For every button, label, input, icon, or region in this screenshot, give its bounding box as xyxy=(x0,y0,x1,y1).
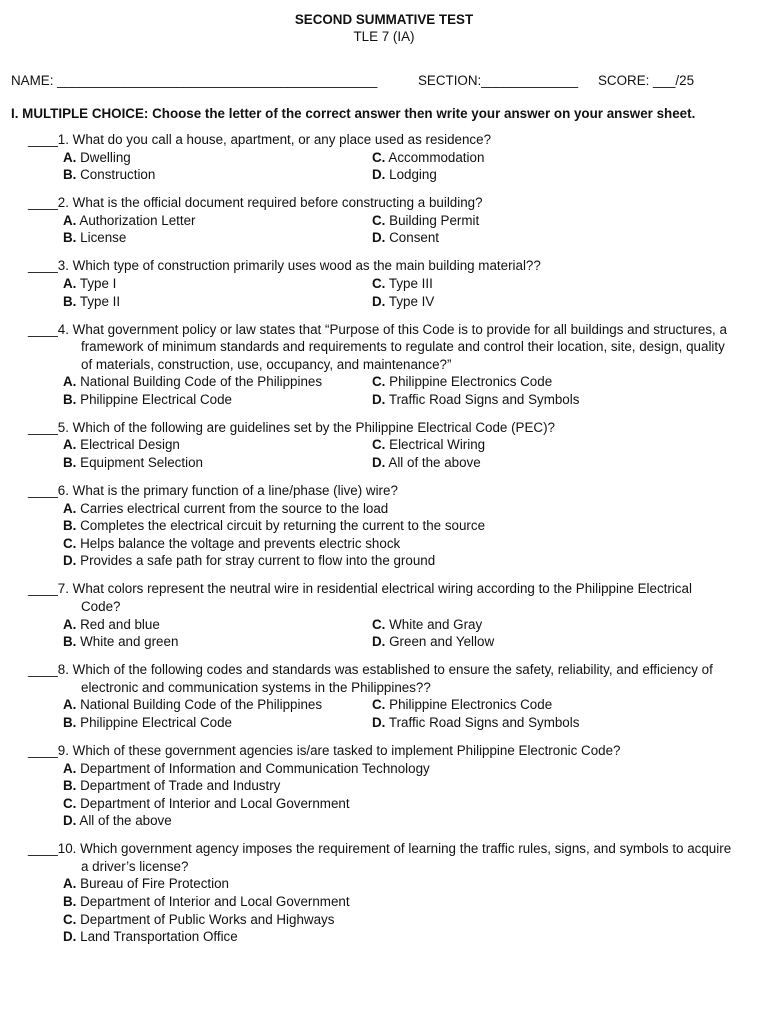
choice-letter: C. xyxy=(63,911,77,927)
choice-letter: C. xyxy=(372,697,386,713)
choice-letter: C. xyxy=(372,149,386,165)
question-text-continued: of materials, construction, use, occupancy, and maintenance?” xyxy=(81,356,452,372)
choice-option xyxy=(63,391,372,409)
choice-text: National Building Code of the Philippines xyxy=(80,374,323,390)
choice-letter: D. xyxy=(63,553,77,569)
choice-text: Type II xyxy=(79,293,121,309)
question-9 xyxy=(0,742,768,830)
choice-option xyxy=(63,149,372,167)
choice-option xyxy=(372,212,752,230)
choice-letter: A. xyxy=(63,275,77,291)
question-text: ____6. What is the primary function of a line/phase (live) wire? xyxy=(28,483,398,499)
choice-option xyxy=(63,875,753,893)
choice-letter: C. xyxy=(372,212,386,228)
choice-text: Red and blue xyxy=(80,616,160,632)
choice-text: Electrical Design xyxy=(80,437,180,453)
choice-text: Philippine Electrical Code xyxy=(80,391,232,407)
choice-letter: A. xyxy=(63,760,77,776)
question-list xyxy=(0,131,768,956)
choice-option xyxy=(63,928,753,946)
choice-letter: A. xyxy=(63,374,77,390)
choice-letter: D. xyxy=(372,167,386,183)
choice-option xyxy=(63,633,372,651)
choice-letter: D. xyxy=(372,391,386,407)
choice-text: Type I xyxy=(79,275,117,291)
choice-text: Accommodation xyxy=(388,149,485,165)
choice-letter: C. xyxy=(372,374,386,390)
question-text: ____10. Which government agency imposes the requirement of learning the traffic rules, signs, and symbols to acquire xyxy=(28,841,732,857)
choice-option xyxy=(63,696,372,714)
choice-text: Department of Public Works and Highways xyxy=(80,911,335,927)
choice-letter: B. xyxy=(63,391,77,407)
choice-list xyxy=(0,275,768,310)
question-text-continued: framework of minimum standards and requirements to regulate and control their location, site, design, quality xyxy=(81,339,725,355)
choice-option xyxy=(372,616,752,634)
choice-list xyxy=(0,212,768,247)
question-text-continued: Code? xyxy=(81,599,121,614)
choice-text: Type III xyxy=(388,275,433,291)
question-text: ____8. Which of the following codes and standards was established to ensure the safety, reliability, and efficiency of xyxy=(28,662,713,678)
choice-option xyxy=(63,911,753,929)
choice-option xyxy=(372,454,752,472)
section-field[interactable]: SECTION:_____________ xyxy=(418,73,579,88)
choice-letter: A. xyxy=(63,437,77,453)
question-10 xyxy=(0,840,768,946)
choice-option xyxy=(63,517,753,535)
choice-text: Helps balance the voltage and prevents electric shock xyxy=(80,535,401,551)
choice-text: White and Gray xyxy=(389,616,483,632)
choice-letter: C. xyxy=(372,275,386,291)
question-text: ____2. What is the official document required before constructing a building? xyxy=(28,195,483,211)
name-field[interactable]: NAME: ___________________________________________ xyxy=(11,73,378,88)
choice-list xyxy=(0,616,768,651)
question-6 xyxy=(0,482,768,570)
choice-list xyxy=(0,875,768,945)
question-5 xyxy=(0,419,768,472)
choice-option xyxy=(63,293,372,311)
choice-option xyxy=(63,812,753,830)
choice-text: Philippine Electrical Code xyxy=(80,714,232,730)
choice-option xyxy=(63,229,372,247)
test-subtitle: TLE 7 (IA) xyxy=(353,29,415,44)
choice-text: Equipment Selection xyxy=(80,455,203,471)
choice-letter: D. xyxy=(372,455,386,471)
choice-text: Bureau of Fire Protection xyxy=(80,876,230,892)
choice-letter: B. xyxy=(63,714,77,730)
choice-option xyxy=(372,275,752,293)
choice-letter: B. xyxy=(63,293,77,309)
choice-letter: D. xyxy=(372,634,386,650)
choice-text: Department of Trade and Industry xyxy=(80,778,281,794)
choice-text: Philippine Electronics Code xyxy=(389,374,553,390)
question-text: ____7. What colors represent the neutral wire in residential electrical wiring according to the Philippine Electrical xyxy=(28,581,692,597)
choice-option xyxy=(63,373,372,391)
choice-text: All of the above xyxy=(388,455,481,471)
choice-option xyxy=(63,275,372,293)
choice-list xyxy=(0,760,768,830)
choice-letter: A. xyxy=(63,697,77,713)
choice-letter: D. xyxy=(63,929,77,945)
question-3 xyxy=(0,257,768,310)
instructions: I. MULTIPLE CHOICE: Choose the letter of the correct answer then write your answer on your answer sheet. xyxy=(11,106,696,121)
question-4 xyxy=(0,321,768,409)
question-7 xyxy=(0,580,768,650)
choice-letter: C. xyxy=(372,616,386,632)
choice-text: Green and Yellow xyxy=(389,634,495,650)
question-text-continued: a driver’s license? xyxy=(81,858,189,874)
choice-text: Lodging xyxy=(389,167,437,183)
choice-option xyxy=(372,373,752,391)
choice-letter: D. xyxy=(372,293,386,309)
choice-list xyxy=(0,373,768,408)
choice-list xyxy=(0,696,768,731)
choice-text: License xyxy=(80,230,127,246)
question-text: ____1. What do you call a house, apartment, or any place used as residence? xyxy=(28,132,492,147)
choice-option xyxy=(63,500,753,518)
choice-text: Department of Interior and Local Government xyxy=(80,795,350,811)
choice-option xyxy=(63,795,753,813)
choice-list xyxy=(0,436,768,471)
choice-option xyxy=(372,166,752,184)
choice-letter: B. xyxy=(63,230,77,246)
choice-letter: A. xyxy=(63,149,77,165)
choice-letter: D. xyxy=(63,813,77,829)
choice-option xyxy=(372,293,752,311)
choice-text: Consent xyxy=(389,230,440,246)
choice-text: Electrical Wiring xyxy=(389,437,486,453)
choice-option xyxy=(63,893,753,911)
choice-letter: B. xyxy=(63,894,77,910)
choice-option xyxy=(372,149,752,167)
test-header xyxy=(0,0,768,45)
choice-option xyxy=(372,714,752,732)
choice-text: Dwelling xyxy=(80,149,131,165)
choice-letter: C. xyxy=(63,795,77,811)
student-info-row xyxy=(11,72,761,90)
choice-option xyxy=(63,760,753,778)
question-text: ____9. Which of these government agencies is/are tasked to implement Philippine Electronic Code? xyxy=(28,742,621,758)
choice-option xyxy=(63,436,372,454)
question-text-continued: electronic and communication systems in the Philippines?? xyxy=(81,679,431,695)
choice-text: Carries electrical current from the source to the load xyxy=(80,500,389,516)
choice-letter: C. xyxy=(372,437,386,453)
choice-text: National Building Code of the Philippines xyxy=(80,697,323,713)
score-field: SCORE: ___/25 xyxy=(598,73,695,88)
choice-letter: A. xyxy=(63,616,77,632)
choice-letter: B. xyxy=(63,778,77,794)
question-8 xyxy=(0,661,768,731)
choice-letter: D. xyxy=(372,230,386,246)
choice-text: Authorization Letter xyxy=(79,212,196,228)
choice-option xyxy=(63,616,372,634)
choice-text: Department of Information and Communication Technology xyxy=(80,760,430,776)
question-2 xyxy=(0,194,768,247)
choice-letter: A. xyxy=(63,876,77,892)
choice-text: Traffic Road Signs and Symbols xyxy=(388,391,580,407)
question-text: ____5. Which of the following are guidelines set by the Philippine Electrical Code (PEC)? xyxy=(28,419,555,435)
question-text: ____3. Which type of construction primarily uses wood as the main building material?? xyxy=(28,258,541,274)
choice-text: Land Transportation Office xyxy=(80,929,238,945)
choice-list xyxy=(0,500,768,570)
choice-text: Provides a safe path for stray current to flow into the ground xyxy=(80,553,436,569)
choice-option xyxy=(63,777,753,795)
choice-option xyxy=(63,714,372,732)
choice-text: Construction xyxy=(80,167,156,183)
choice-text: All of the above xyxy=(79,813,172,829)
question-text: ____4. What government policy or law states that “Purpose of this Code is to provide for all buildings and structures, a xyxy=(28,321,727,337)
choice-text: Completes the electrical circuit by returning the current to the source xyxy=(80,518,486,534)
test-title: SECOND SUMMATIVE TEST xyxy=(294,12,474,27)
choice-text: Type IV xyxy=(388,293,435,309)
choice-letter: C. xyxy=(63,535,77,551)
choice-letter: B. xyxy=(63,518,77,534)
choice-option xyxy=(63,552,753,570)
choice-letter: B. xyxy=(63,167,77,183)
choice-option xyxy=(372,229,752,247)
choice-text: Philippine Electronics Code xyxy=(389,697,553,713)
choice-letter: B. xyxy=(63,634,77,650)
choice-letter: B. xyxy=(63,455,77,471)
choice-option xyxy=(372,391,752,409)
choice-letter: A. xyxy=(63,212,77,228)
choice-option xyxy=(372,696,752,714)
choice-option xyxy=(372,633,752,651)
choice-option xyxy=(63,212,372,230)
choice-option xyxy=(372,436,752,454)
choice-option xyxy=(63,535,753,553)
choice-text: White and green xyxy=(80,634,179,650)
choice-option xyxy=(63,454,372,472)
choice-letter: D. xyxy=(372,714,386,730)
choice-text: Traffic Road Signs and Symbols xyxy=(388,714,580,730)
choice-option xyxy=(63,166,372,184)
choice-list xyxy=(0,149,768,184)
choice-text: Building Permit xyxy=(389,212,480,228)
choice-letter: A. xyxy=(63,500,77,516)
question-1 xyxy=(0,131,768,184)
choice-text: Department of Interior and Local Government xyxy=(80,894,350,910)
